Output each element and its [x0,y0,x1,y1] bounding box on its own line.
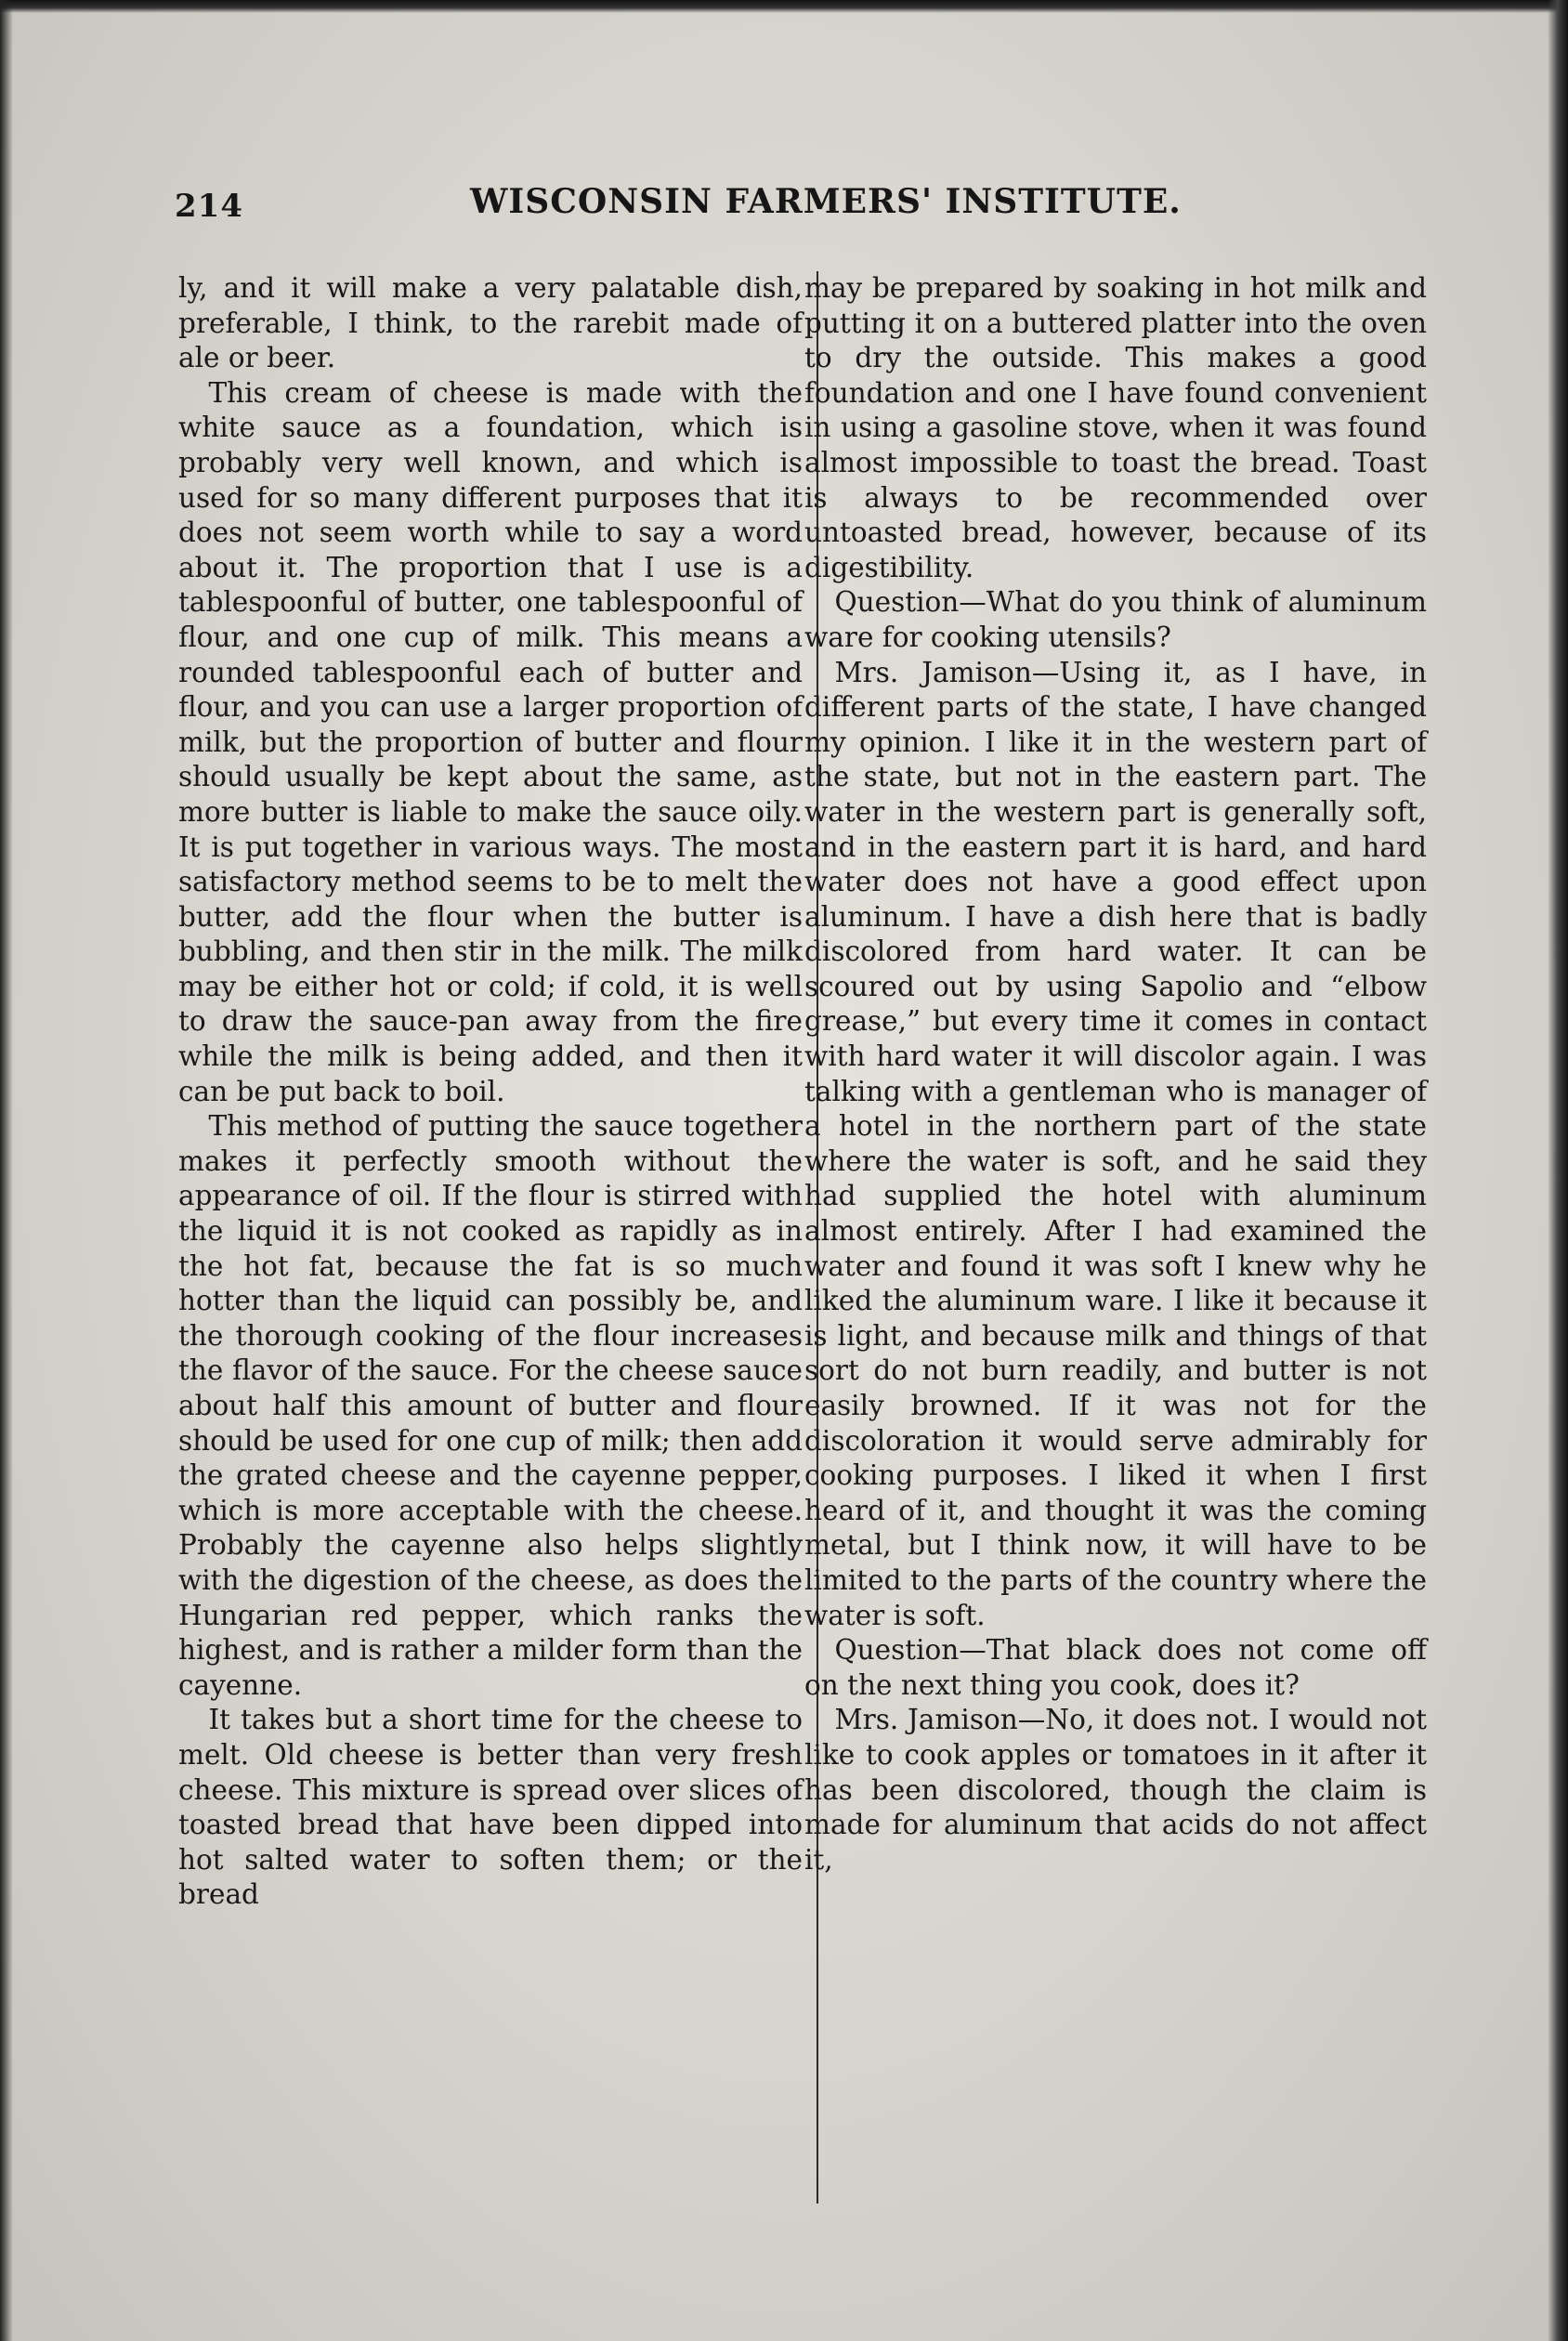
paragraph: ly, and it will make a very palatable dish, preferable, I think, to the rarebit made of ale or beer. [178,272,803,374]
page-number: 214 [175,188,243,225]
paragraph: Question—What do you think of aluminum ware for cooking utensils? [804,586,1427,653]
scan-top-edge [0,0,1568,13]
right-column [804,271,1427,1877]
left-column [178,271,803,1913]
paragraph: Question—That black does not come off on the next thing you cook, does it? [804,1634,1427,1701]
paragraph: It takes but a short time for the cheese to melt. Old cheese is better than very fresh cheese. This mixture is spread over slices of toasted bread that have been dipped into hot salted water to soften them; or the bread [178,1704,803,1911]
scan-right-edge [1548,0,1568,2341]
running-head [175,178,1429,234]
paragraph: may be prepared by soaking in hot milk and putting it on a buttered platter into the oven to dry the outside. This makes a good foundation and one I have found convenient in using a gasoline stove, when it was found almost impossible to toast the bread. Toast is always to be recommended over untoasted bread, however, because of its digestibility. [804,272,1427,583]
paragraph: Mrs. Jamison—No, it does not. I would not like to cook apples or tomatoes in it after it has been discolored, though the claim is made for aluminum that acids do not affect it, [804,1704,1427,1876]
running-title: WISCONSIN FARMERS' INSTITUTE. [470,182,1182,221]
paragraph: This method of putting the sauce together makes it perfectly smooth without the appearance of oil. If the flour is stirred with the liquid it is not cooked as rapidly as in the hot fat, because the fat is so much hotter than the liquid can possibly be, and the thorough cooking of the flour increases the flavor of the sauce. For the cheese sauce about half this amount of butter and flour should be used for one cup of milk; then add the grated cheese and the cayenne pepper, which is more acceptable with the cheese. Probably the cayenne also helps slightly with the digestion of the cheese, as does the Hungarian red pepper, which ranks the highest, and is rather a milder form than the cayenne. [178,1110,803,1701]
paragraph: This cream of cheese is made with the white sauce as a foundation, which is probably very well known, and which is used for so many different purposes that it does not seem worth while to say a word about it. The proportion that I use is a tablespoonful of butter, one tablespoonful of flour, and one cup of milk. This means a rounded tablespoonful each of butter and flour, and you can use a larger proportion of milk, but the proportion of butter and flour should usually be kept about the same, as more butter is liable to make the sauce oily. It is put together in various ways. The most satisfactory method seems to be to melt the butter, add the flour when the butter is bubbling, and then stir in the milk. The milk may be either hot or cold; if cold, it is well to draw the sauce-pan away from the fire while the milk is being added, and then it can be put back to boil. [178,376,803,1107]
scan-left-edge [0,0,13,2341]
paragraph: Mrs. Jamison—Using it, as I have, in different parts of the state, I have changed my opinion. I like it in the western part of the state, but not in the eastern part. The water in the western part is generally soft, and in the eastern part it is hard, and hard water does not have a good effect upon aluminum. I have a dish here that is badly discolored from hard water. It can be scoured out by using Sapolio and “elbow grease,” but every time it comes in contact with hard water it will discolor again. I was talking with a gentleman who is manager of a hotel in the northern part of the state where the water is soft, and he said they had supplied the hotel with aluminum almost entirely. After I had examined the water and found it was soft I knew why he liked the aluminum ware. I like it because it is light, and because milk and things of that sort do not burn readily, and butter is not easily browned. If it was not for the discoloration it would serve admirably for cooking purposes. I liked it when I first heard of it, and thought it was the coming metal, but I think now, it will have to be limited to the parts of the country where the water is soft. [804,656,1427,1631]
